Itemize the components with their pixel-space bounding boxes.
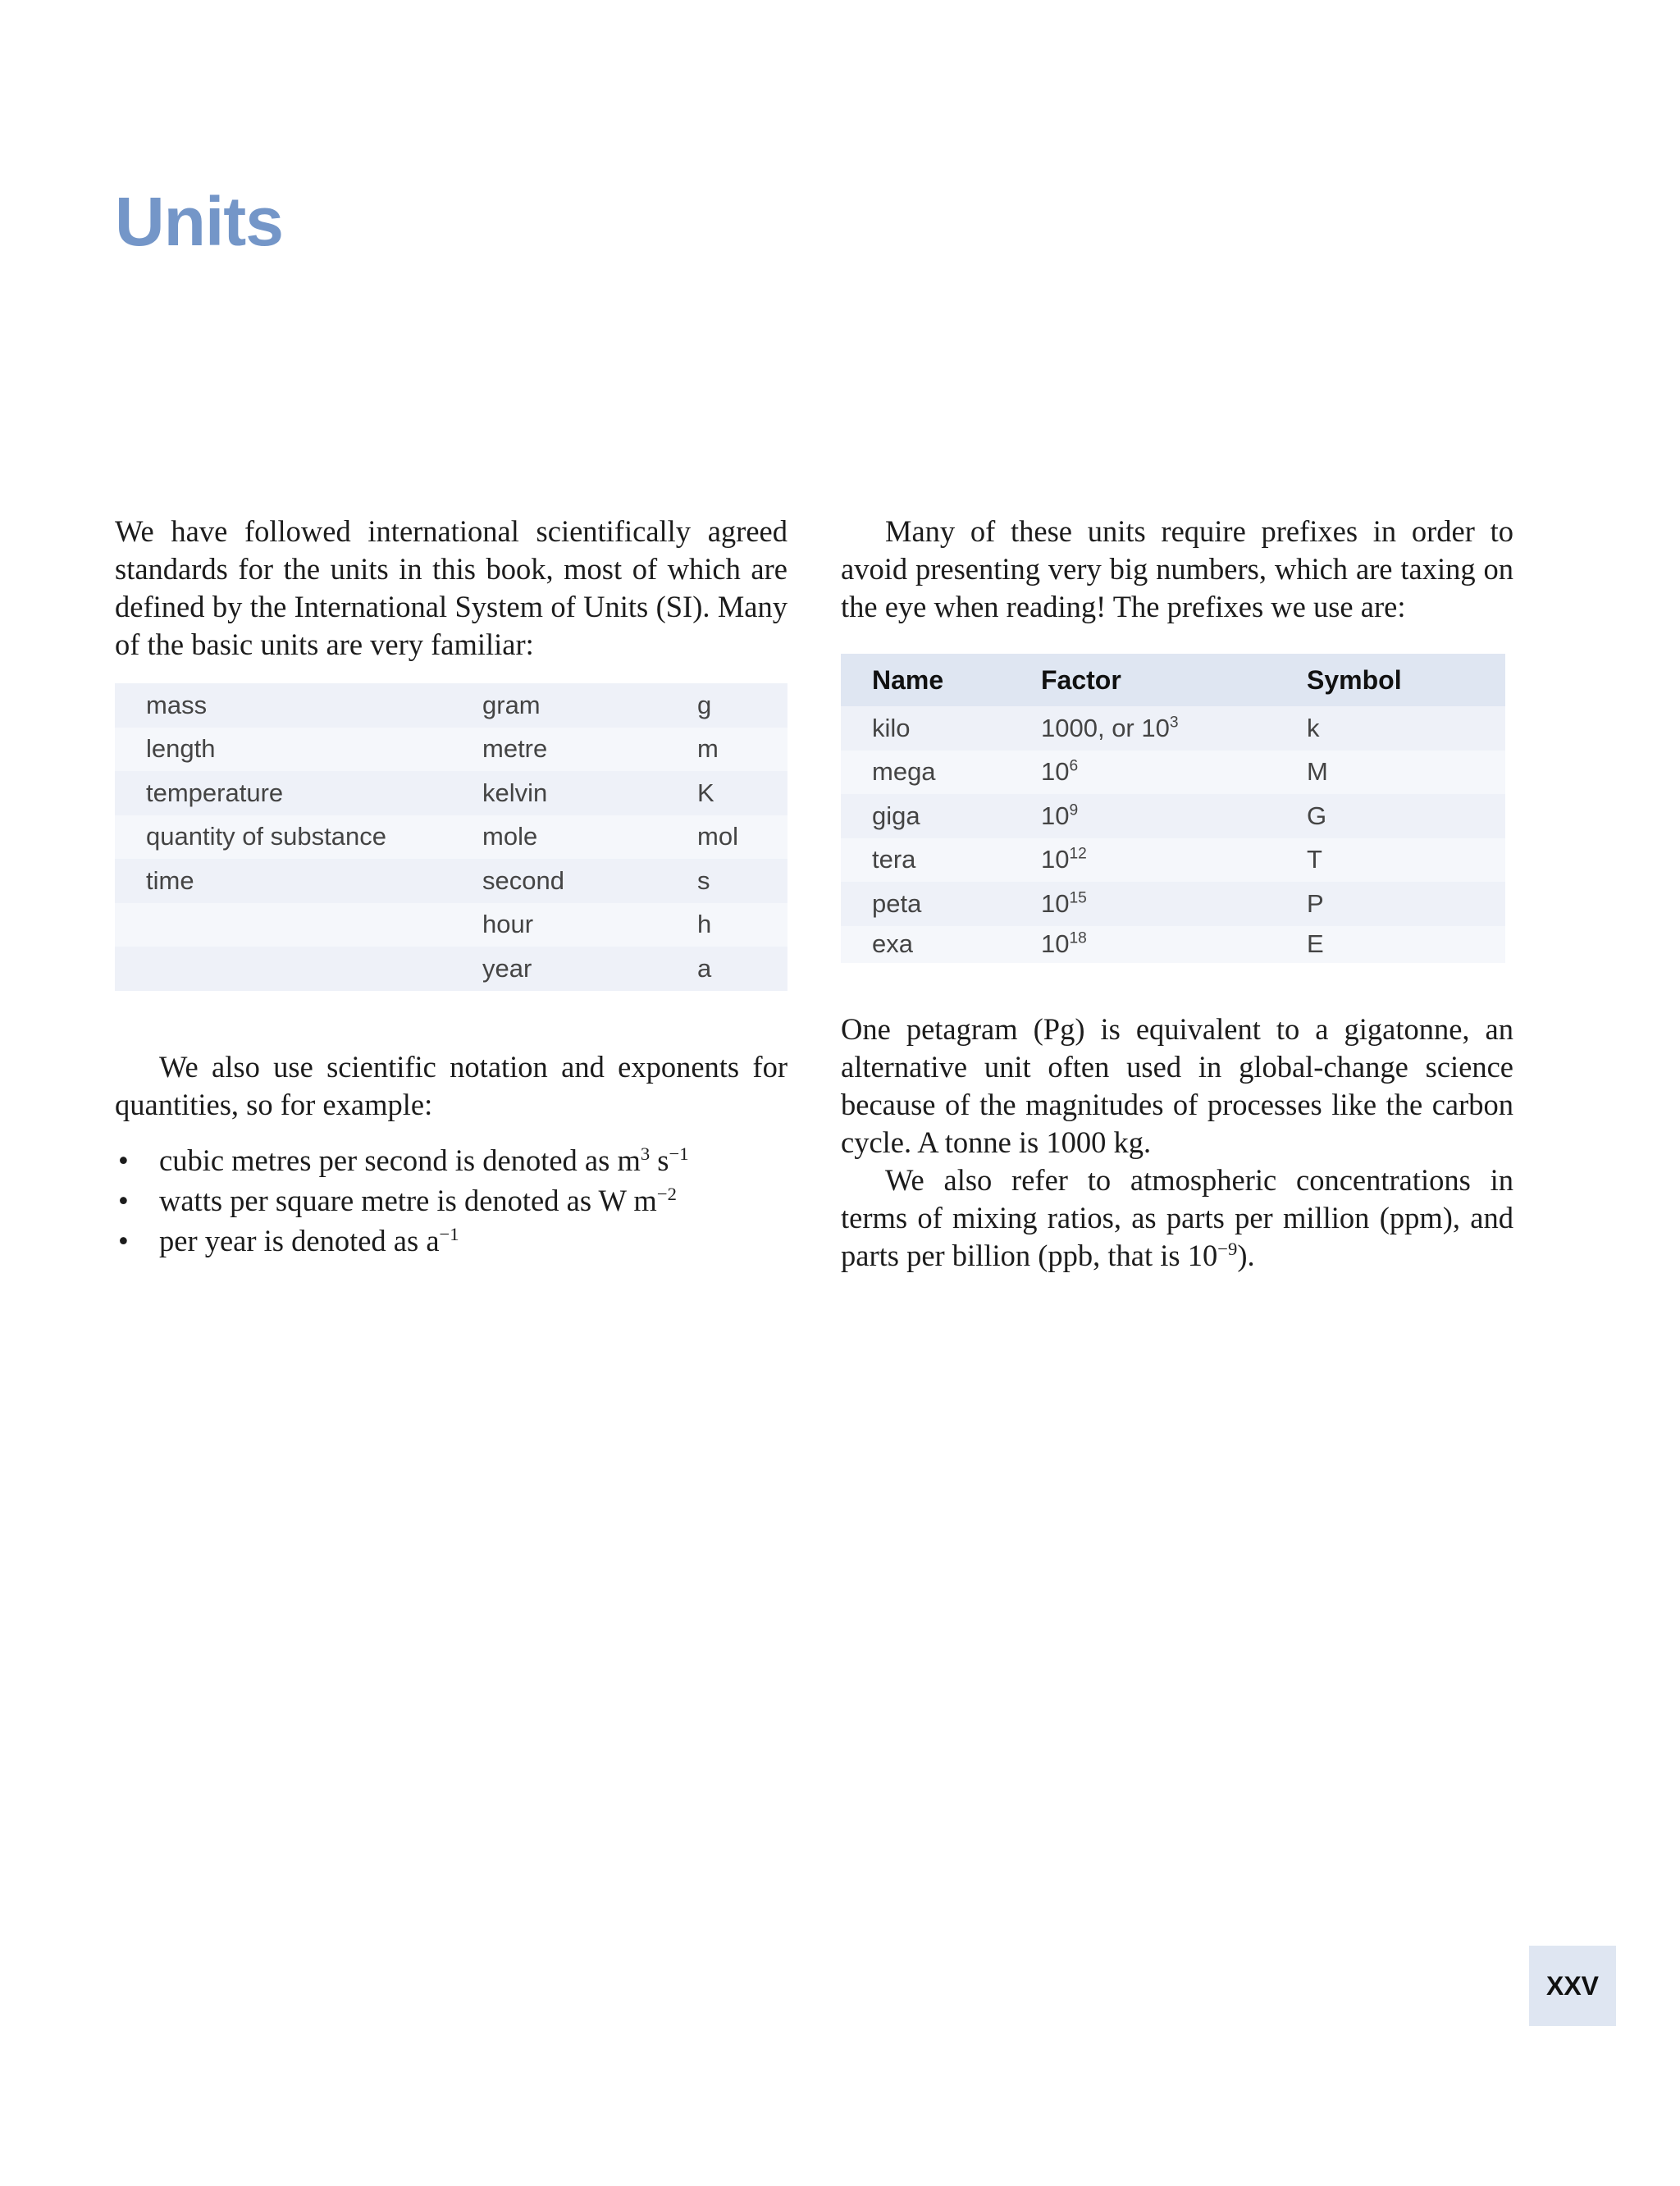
table-row: quantity of substance mole mol xyxy=(115,815,788,860)
table-row: time second s xyxy=(115,859,788,903)
prefix-table xyxy=(841,654,1505,963)
table-header-row xyxy=(841,654,1505,706)
table-row: length metre m xyxy=(115,728,788,772)
column-header-factor: Factor xyxy=(1010,654,1276,706)
table-row: tera $10^{12}$ T xyxy=(841,838,1505,883)
column-header-name: Name xyxy=(841,654,1010,706)
notation-paragraph: We also use scientific notation and exponents for quantities, so for example: xyxy=(115,1049,788,1121)
si-units-table xyxy=(115,683,788,991)
table-row: mega $10^6$ M xyxy=(841,751,1505,795)
prefixes-intro-paragraph: Many of these units require prefixes in order to avoid presenting very big numbers, which are taxing on the eye when reading! The prefixes we use are: xyxy=(841,514,1513,623)
petagram-paragraph: One petagram (Pg) is equivalent to a gigatonne, an alternative unit often used in global-change science because of the magnitudes of processes like the carbon cycle. A tonne is 1000 kg. xyxy=(841,1011,1513,1159)
page-number: XXV xyxy=(1545,1970,1600,2001)
list-item: • cubic metres per second is denoted as $m^3$ $s^{-1}$ xyxy=(115,1140,788,1180)
page-title: Units xyxy=(115,183,283,260)
table-row: peta $10^{15}$ P xyxy=(841,882,1505,926)
table-row: temperature kelvin K xyxy=(115,771,788,815)
list-item: • per year is denoted as $a^{-1}$ xyxy=(115,1221,788,1261)
left-column xyxy=(115,513,788,1261)
concentrations-paragraph: We also refer to atmospheric concentrations in terms of mixing ratios, as parts per million (ppm), and parts per billion (ppb, that is $10^{-9}$). xyxy=(841,1162,1513,1272)
notation-examples-list xyxy=(115,1140,788,1261)
column-header-symbol: Symbol xyxy=(1276,654,1505,706)
list-item: • watts per square metre is denoted as W $m^{-2}$ xyxy=(115,1180,788,1221)
intro-paragraph: We have followed international scientifically agreed standards for the units in this book, most of which are defined by the International System of Units (SI). Many of the basic units are very familiar: xyxy=(115,514,788,661)
bullet-glyph: • xyxy=(118,1183,129,1217)
bullet-glyph: • xyxy=(118,1143,129,1177)
page-number-box xyxy=(1529,1946,1616,2026)
bullet-glyph: • xyxy=(118,1223,129,1257)
table-row: hour h xyxy=(115,903,788,947)
right-column xyxy=(841,513,1513,1275)
table-row: giga $10^9$ G xyxy=(841,794,1505,838)
table-row: year a xyxy=(115,947,788,991)
table-row: mass gram g xyxy=(115,683,788,728)
table-row: exa $10^{18}$ E xyxy=(841,926,1505,963)
table-row: kilo 1000, or $10^3$ k xyxy=(841,706,1505,751)
